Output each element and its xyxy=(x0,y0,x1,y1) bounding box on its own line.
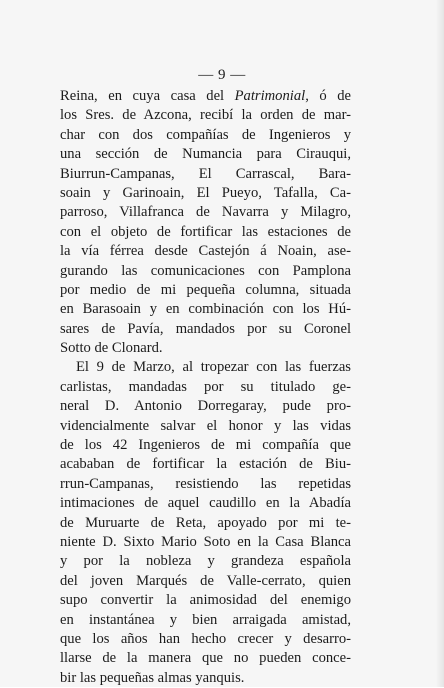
body-text xyxy=(60,87,351,688)
text-line: acababan de fortificar la estación de Biu- xyxy=(60,456,351,473)
text-line: videncialmente salvar el honor y las vidas xyxy=(60,417,351,434)
text-line: Biurrun-Campanas, El Carrascal, Bara- xyxy=(60,165,351,182)
text-line: bir las pequeñas almas yanquis. xyxy=(60,669,245,686)
text-line: rrun-Campanas, resistiendo las repetidas xyxy=(60,475,351,492)
text-line: y por la nobleza y grandeza española xyxy=(60,553,351,570)
text-line: del joven Marqués de Valle-cerrato, quien xyxy=(60,572,351,589)
text-line: carlistas, mandadas por su titulado ge- xyxy=(60,378,351,395)
text-line: de los 42 Ingenieros de mi compañía que xyxy=(60,437,351,454)
paragraph-1 xyxy=(60,87,351,358)
paragraph-2 xyxy=(60,358,351,688)
text-line: intimaciones de aquel caudillo en la Abadía xyxy=(60,495,351,512)
text-line: Reina, en cuya casa del Patrimonial, ó de xyxy=(60,88,351,104)
text-line: en instantánea y bien arraigada amistad, xyxy=(60,611,351,628)
text-line: supo convertir la animosidad del enemigo xyxy=(60,592,351,609)
text-line: gurando las comunicaciones con Pamplona xyxy=(60,262,351,279)
text-line: la vía férrea desde Castejón á Noain, ase- xyxy=(60,243,351,260)
text-line: de Muruarte de Reta, apoyado por mi te- xyxy=(60,514,351,531)
text-line: char con dos compañías de Ingenieros y xyxy=(60,126,351,143)
text-line: por medio de mi pequeña columna, situada xyxy=(60,281,351,298)
text-line: soain y Garinoain, El Pueyo, Tafalla, Ca- xyxy=(60,184,351,201)
text-line: los Sres. de Azcona, recibí la orden de mar- xyxy=(60,107,351,124)
text-line: llarse de la manera que no pueden conce- xyxy=(60,650,351,667)
text-line: sares de Pavía, mandados por su Coronel xyxy=(60,320,351,337)
text-line: que los años han hecho crecer y desarro- xyxy=(60,630,351,647)
page-spine-shadow xyxy=(436,0,444,687)
text-line: Sotto de Clonard. xyxy=(60,340,163,357)
emphasized-word: Patrimonial xyxy=(234,88,306,104)
text-line: en Barasoain y en combinación con los Hú- xyxy=(60,301,351,318)
text-line: parroso, Villafranca de Navarra y Milagro, xyxy=(60,204,351,221)
text-line: una sección de Numancia para Cirauqui, xyxy=(60,146,351,163)
text-line: El 9 de Marzo, al tropezar con las fuerzas xyxy=(76,359,351,376)
text-line: neral D. Antonio Dorregaray, pude pro- xyxy=(60,398,351,415)
text-line: con el objeto de fortificar las estaciones de xyxy=(60,223,351,240)
page-number: — 9 — xyxy=(198,67,246,83)
text-line: niente D. Sixto Mario Soto en la Casa Blanca xyxy=(60,533,351,550)
